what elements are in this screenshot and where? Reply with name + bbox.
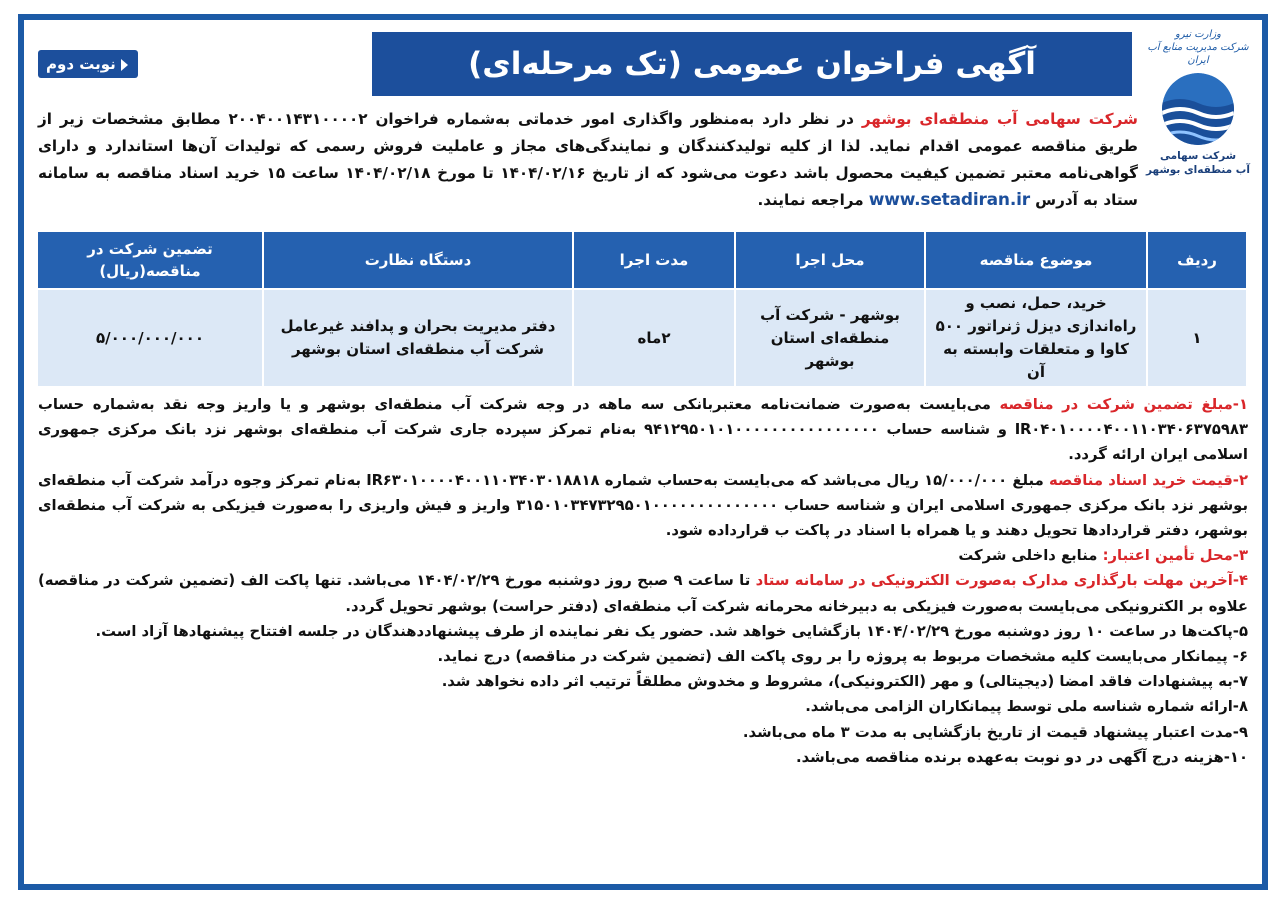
item-text: می‌بایست به‌صورت ضمانت‌نامه معتبربانکی سه ماهه در وجه شرکت آب منطقه‌ای بوشهر و یا واریز وجه نقد به‌شماره حساب IR۰۴۰۱۰۰۰۰۴۰۰۱۱۰۳۴۰۶۳۷۵۹۸۳ و شناسه حساب ۹۴۱۲۹۵۰۱۰۱۰۰۰۰۰۰۰۰۰۰۰۰۰۰۰۰ به‌نام تمرکز سپرده جاری شرکت آب منطقه‌ای بوشهر نزد بانک مرکزی جمهوری اسلامی ایران ارائه گردد.	[38, 396, 1248, 464]
list-item	[38, 694, 1248, 719]
header-guarantee: تضمین شرکت در مناقصه(ریال)	[37, 231, 263, 289]
list-item	[38, 392, 1248, 468]
tender-table	[36, 230, 1248, 388]
item-text: ۱۰-هزینه درج آگهی در دو نوبت به‌عهده برنده مناقصه می‌باشد.	[795, 748, 1248, 766]
logo-ministry-text: وزارت نیرو	[1174, 29, 1221, 40]
cell-supervisor: دفتر مدیریت بحران و پدافند غیرعامل شرکت آب منطقه‌ای استان بوشهر	[263, 289, 573, 387]
item-text: ۸-ارائه شماره شناسه ملی توسط پیمانکاران الزامی می‌باشد.	[805, 698, 1248, 716]
item-text: ۶- پیمانکار می‌بایست کلیه مشخصات مربوط به پروژه را بر روی پاکت الف (تضمین شرکت در مناقصه) درج نماید.	[437, 648, 1248, 666]
list-item	[38, 619, 1248, 644]
notice-title: آگهی فراخوان عمومی (تک مرحله‌ای)	[372, 32, 1132, 96]
item-text: ۵-پاکت‌ها در ساعت ۱۰ روز دوشنبه مورخ ۱۴۰۴/۰۲/۲۹ بازگشایی خواهد شد. حضور یک نفر نماینده از طرف پیشنهاددهندگان در جلسه افتتاح پیشنهادها آزاد است.	[95, 622, 1248, 640]
intro-text1: در نظر دارد به‌منظور واگذاری امور خدماتی به‌شماره فراخوان ۲۰۰۴۰۰۱۴۳۱۰۰۰۰۲ مطابق مشخصات زیر از طریق مناقصه عمومی اقدام نماید. لذا از کلیه تولیدکنندگان و نمایندگی‌های مجاز و عاملیت فروش رسمی که تولیدات آن‌ها استاندارد و دارای گواهی‌نامه معتبر تضمین کیفیت محصول باشد دعوت می‌شود که از تاریخ ۱۴۰۴/۰۲/۱۶ تا مورخ ۱۴۰۴/۰۲/۱۸ ساعت ۱۵ خرید اسناد مناقصه به سامانه ستاد به آدرس	[38, 110, 1138, 209]
logo-company-text: شرکت مدیریت منابع آب ایران	[1147, 42, 1249, 66]
list-item	[38, 644, 1248, 669]
item-label: ۴-آخرین مهلت بارگذاری مدارک به‌صورت الکترونیکی در سامانه ستاد	[755, 572, 1249, 590]
intro-company: شرکت سهامی آب منطقه‌ای بوشهر	[861, 110, 1138, 128]
item-label: ۱-مبلغ تضمین شرکت در مناقصه	[999, 396, 1248, 413]
header-duration: مدت اجرا	[573, 231, 735, 289]
list-item	[38, 669, 1248, 694]
logo-name-line2: آب منطقه‌ای بوشهر	[1146, 164, 1250, 176]
item-text: ۹-مدت اعتبار پیشنهاد قیمت از تاریخ بازگشایی به مدت ۳ ماه می‌باشد.	[742, 723, 1248, 741]
item-label: ۳-محل تأمین اعتبار:	[1102, 547, 1248, 565]
cell-location: بوشهر - شرکت آب منطقه‌ای استان بوشهر	[735, 289, 925, 387]
cell-row-number: ۱	[1147, 289, 1247, 387]
round-badge-label: نوبت دوم	[46, 55, 116, 73]
arrow-icon	[121, 59, 128, 71]
item-text: منابع داخلی شرکت	[958, 547, 1103, 565]
logo-name-line1: شرکت سهامی	[1159, 150, 1237, 162]
intro-text2: مراجعه نمایند.	[757, 191, 869, 209]
setadiran-link[interactable]: www.setadiran.ir	[868, 190, 1030, 210]
item-text: تا ساعت ۹ صبح روز دوشنبه مورخ ۱۴۰۴/۰۲/۲۹ می‌باشد. تنها پاکت الف (تضمین شرکت در مناقصه) علاوه بر الکترونیکی می‌بایست به‌صورت فیزیکی به دبیرخانه محرمانه شرکت آب منطقه‌ای (دفتر حراست) بوشهر تحویل گردد.	[38, 572, 1248, 615]
cell-guarantee: ۵/۰۰۰/۰۰۰/۰۰۰	[37, 289, 263, 387]
list-item	[38, 568, 1248, 618]
water-wave-icon	[1162, 73, 1234, 145]
cell-subject: خرید، حمل، نصب و راه‌اندازی دیزل ژنراتور ۵۰۰ کاوا و متعلقات وابسته به آن	[925, 289, 1147, 387]
header-subject: موضوع مناقصه	[925, 231, 1147, 289]
cell-duration: ۲ماه	[573, 289, 735, 387]
item-text: ۷-به پیشنهادات فاقد امضا (دیجیتالی) و مهر (الکترونیکی)، مشروط و مخدوش مطلقاً ترتیب اثر داده نخواهد شد.	[441, 673, 1248, 691]
header-supervisor: دستگاه نظارت	[263, 231, 573, 289]
table-header-row	[37, 231, 1247, 289]
list-item	[38, 543, 1248, 568]
list-item	[38, 745, 1248, 770]
round-badge	[38, 50, 138, 78]
header-location: محل اجرا	[735, 231, 925, 289]
list-item	[38, 720, 1248, 745]
item-text: مبلغ ۱۵/۰۰۰/۰۰۰ ریال می‌باشد که می‌بایست به‌حساب شماره IR۶۳۰۱۰۰۰۰۴۰۰۱۱۰۳۴۰۳۰۱۸۸۱۸ به‌نام تمرکز وجوه درآمد شرکت آب منطقه‌ای بوشهر نزد بانک مرکزی جمهوری اسلامی ایران و شناسه حساب ۳۱۵۰۱۰۳۴۷۳۲۹۵۰۱۰۰۰۰۰۰۰۰۰۰۰۰۰۰ واریز و فیش واریزی را به‌صورت فیزیکی به شرکت آب منطقه‌ای بوشهر، دفتر قراردادها تحویل دهند و یا همراه با اسناد در پاکت ب قرارداده شود.	[38, 471, 1249, 540]
item-label: ۲-قیمت خرید اسناد مناقصه	[1048, 471, 1248, 489]
notice-frame	[18, 14, 1268, 890]
intro-paragraph	[38, 106, 1138, 214]
list-item	[38, 468, 1248, 544]
header-row-number: ردیف	[1147, 231, 1247, 289]
company-logo	[1144, 28, 1252, 228]
conditions-list	[38, 392, 1248, 770]
table-row	[37, 289, 1247, 387]
